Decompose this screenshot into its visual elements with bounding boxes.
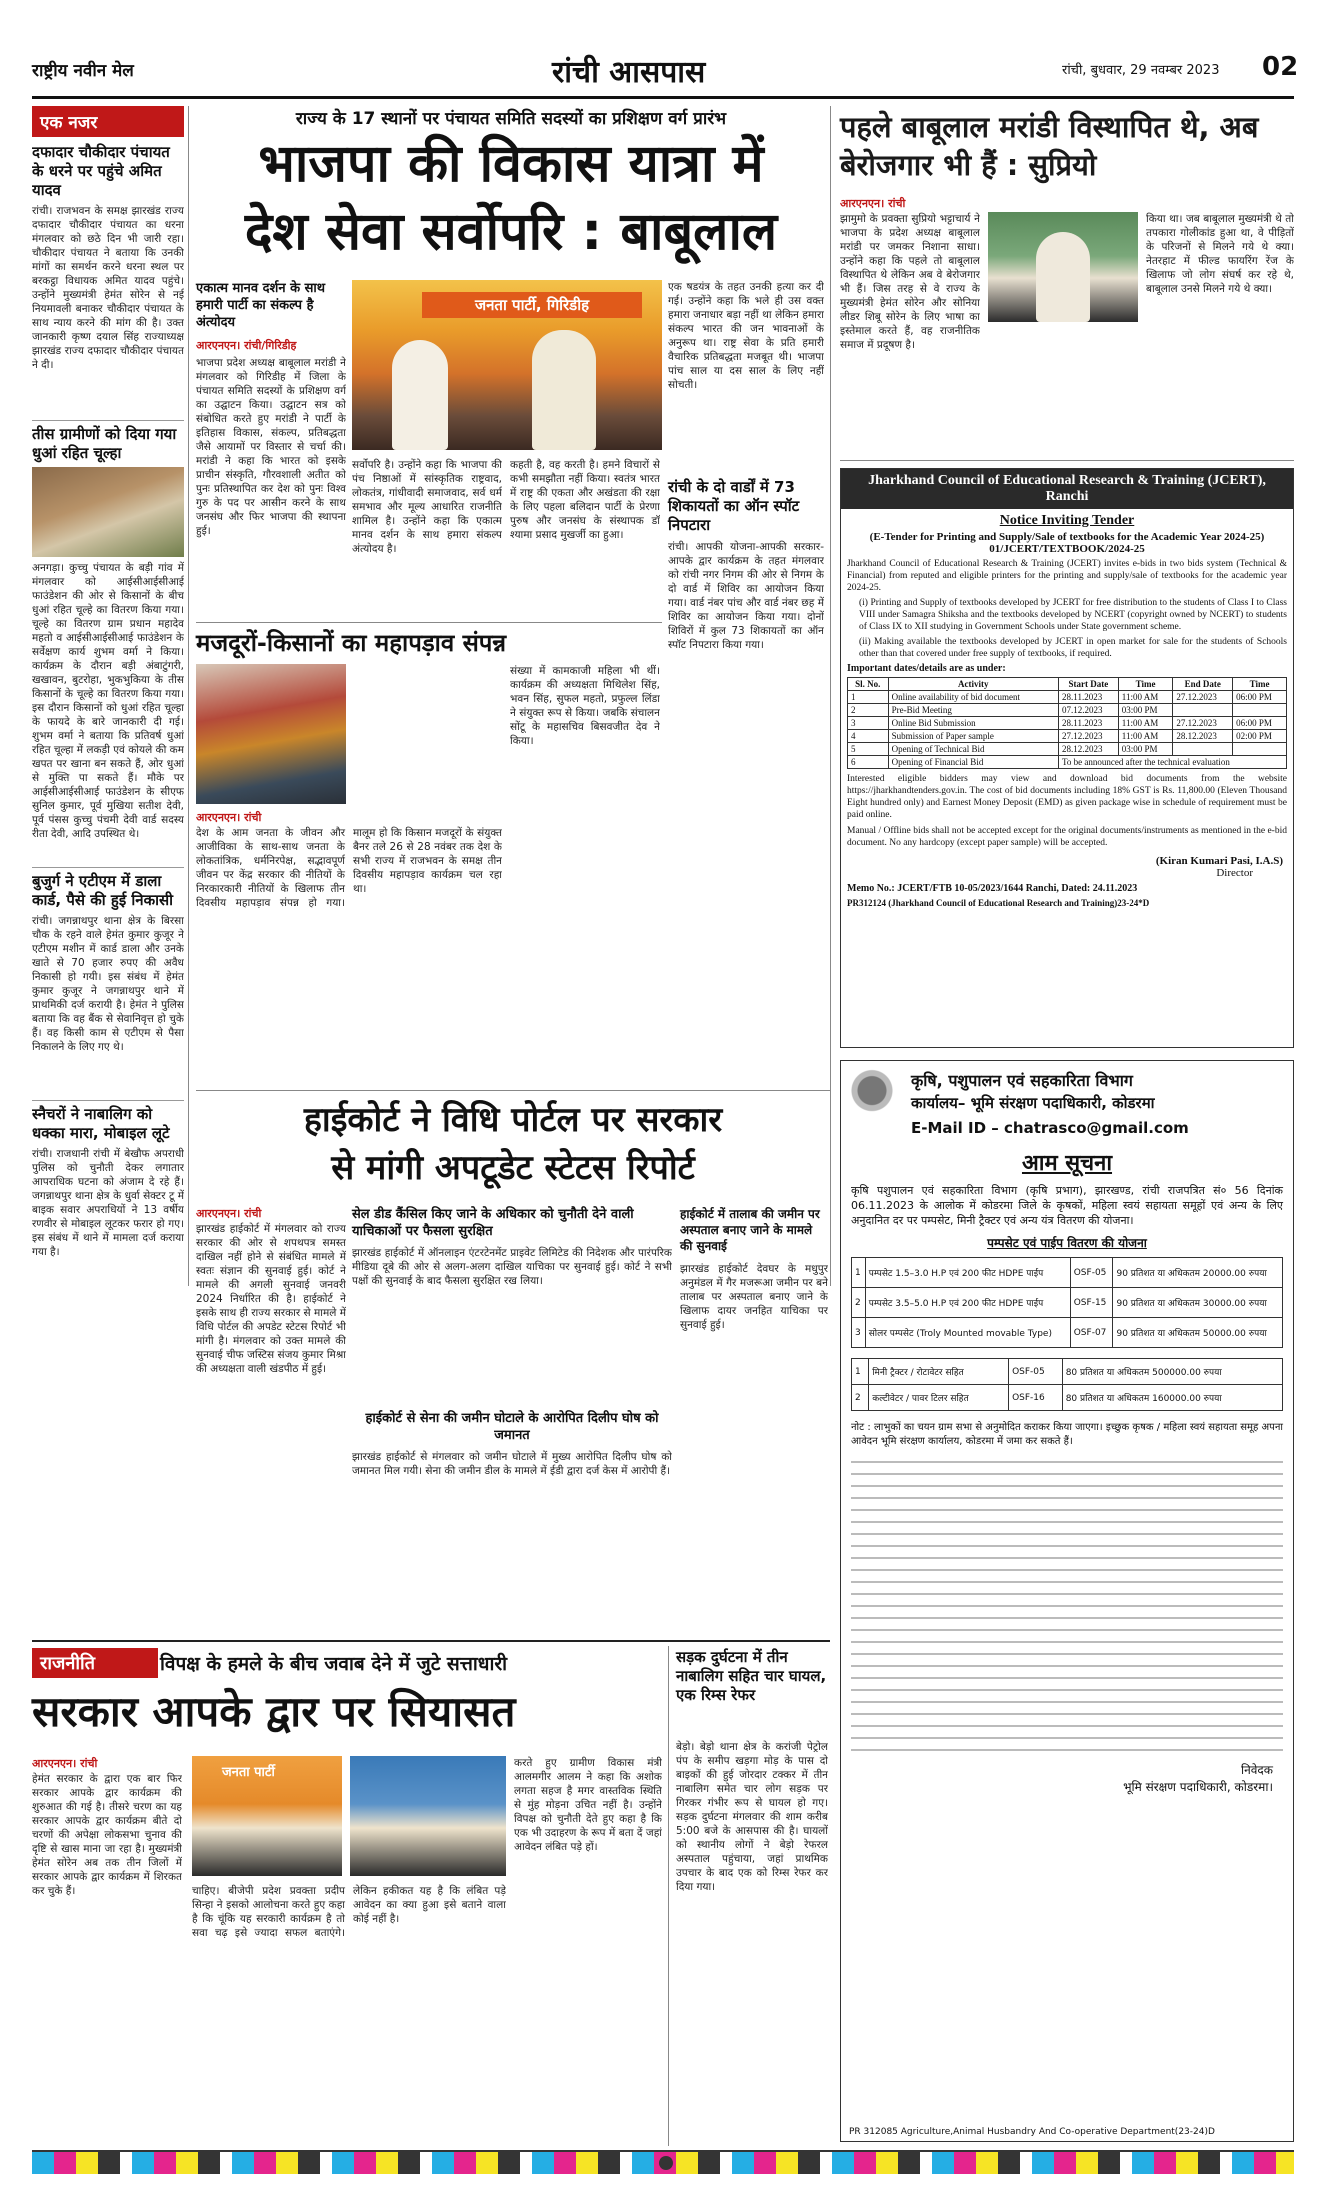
table-cell [1233, 704, 1287, 717]
babulal-stage-photo [352, 280, 662, 450]
supriyo-body2: किया था। जब बाबूलाल मुख्यमंत्री थे तो तपकारा गोलीकांड हुआ था, वे पीड़ितों के परिजनों से मिलने गये थे क्या। नेतरहाट में फील्ड फायरिंग रेंज के खिलाफ जो लोग संघर्ष कर रहे थे, बाबूलाल उनसे मिलने गये थे क्या। [1146, 213, 1294, 295]
jcert-dates-label: Important dates/details are as under: [847, 663, 1006, 674]
ek-nazar-item-title: दफादार चौकीदार पंचायत के धरने पर पहुंचे अमित यादव [32, 143, 170, 199]
supriyo-headline: पहले बाबूलाल मरांडी विस्थापित थे, अब बेरोजगार भी हैं : सुप्रियो [840, 110, 1259, 182]
highcourt-sub1-body: झारखंड हाईकोर्ट में ऑनलाइन एंटरटेनमेंट प्राइवेट लिमिटेड की निदेशक और पारंपरिक मीडिया दूबे की ओर से अलग-अलग दाखिल याचिका पर सुनवाई हुई। कोर्ट ने सभी पक्षों की सुनवाई के बाद फैसला सुरक्षित रख लिया। [352, 1247, 672, 1287]
krishi-office: कार्यालय– भूमि संरक्षण पदाधिकारी, कोडरमा [911, 1094, 1155, 1112]
ek-nazar-item-body: रांची। जगन्नाथपुर थाना क्षेत्र के बिरसा चौक के रहने वाले हेमंत कुमार कुजूर ने एटीएम मशीन में कार्ड डाला और उनके खाते से 70 हजार रुपए की अवैध निकासी हो गयी। इस संबंध में हेमंत कुमार कुजूर ने जगन्नाथपुर थाने में प्राथमिकी दर्ज करायी है। हेमंत ने पुलिस बताया कि वह बैंक से सेवानिवृत्त हो चुके हैं। वह किसी काम से एटीएम से पैसा निकालने के लिए गए थे। [32, 915, 184, 1053]
jcert-pr-number: PR312124 (Jharkhand Council of Educational Research and Training)23-24*D [847, 898, 1150, 908]
lead-body-col1: भाजपा प्रदेश अध्यक्ष बाबूलाल मरांडी ने मंगलवार को गिरिडीह में जिला के पंचायत समिति सदस्यों के प्रशिक्षण वर्ग का उद्घाटन किया। उद्घाटन सत्र को संबोधित करते हुए मरांडी ने पार्टी के इतिहास विकास, संकल्प, प्रतिबद्धता जैसे आयामों पर विस्तार से चर्चा की। मरांडी ने कहा कि भारत को इसके प्राचीन संस्कृति, गौरवशाली अतीत को पुनः प्रतिस्थापित कर देश को पुनः विश्व गुरु के पद पर आसीन करने के साथ जनसंघ और फिर भाजपा की स्थापना हुई। [196, 357, 346, 537]
rajneeti-body2: चाहिए। बीजेपी प्रदेश प्रवक्ता प्रदीप सिन्हा ने इसको आलोचना करते हुए कहा है कि चूंकि यह सरकारी कार्यक्रम है तो सवा चढ़ इसे ज्यादा सफल बताएंगे। लेकिन हकीकत यह है कि लंबित पड़े आवेदन का क्या हुआ इसे बताने वाला कोई नहीं है। [192, 1885, 506, 1939]
lead-headline-line1: भाजपा की विकास यात्रा में [258, 134, 764, 194]
table-cell: OSF-15 [1070, 1288, 1113, 1318]
jcert-notice-title: Notice Inviting Tender [999, 513, 1135, 528]
politician-photo-left [192, 1756, 342, 1876]
highcourt-sub3-body: झारखंड हाईकोर्ट देवघर के मधुपुर अनुमंडल में गैर मजरूआ जमीन पर बने तालाब पर अस्पताल बनाए जाने के खिलाफ दायर जनहित याचिका पर सुनवाई हुई। [680, 1263, 828, 1331]
table-cell: OSF-05 [1009, 1359, 1063, 1385]
table-row [848, 756, 1287, 769]
jcert-notice-sub: (E-Tender for Printing and Supply/Sale of textbooks for the Academic Year 2024-25) 01/JCERT/TEXTBOOK/2024-25 [869, 531, 1265, 555]
krishi-intro: कृषि पशुपालन एवं सहकारिता विभाग (कृषि प्रभाग), झारखण्ड, रांची राजपत्रित सं० 56 दिनांक 06.11.2023 के आलोक में कोडरमा जिले के कृषकों, महिला स्वयं सहायता समूहों एवं अन्य के लिए अनुदानित दर पर पम्पसेट, मिनी ट्रैक्टर एवं अन्य यंत्र वितरण की योजना। [851, 1184, 1283, 1227]
page-number: 02 [1262, 52, 1299, 82]
table-cell: 3 [852, 1318, 866, 1348]
party-banner: जनता पार्टी [222, 1765, 275, 1780]
krishi-notes-filler [851, 1455, 1283, 1755]
table-cell: 6 [848, 756, 889, 769]
table-cell: Online Bid Submission [888, 717, 1058, 730]
registration-mark-icon [659, 2156, 673, 2170]
table-cell: Pre-Bid Meeting [888, 704, 1058, 717]
table-cell: मिनी ट्रैक्टर / रोटावेटर सहित [869, 1359, 1009, 1385]
speaker-figure [392, 340, 448, 450]
ek-nazar-item-body: रांची। राजभवन के समक्ष झारखंड राज्य दफादार चौकीदार पंचायत का धरना मंगलवार को छठे दिन भी जारी रहा। चौकीदार पंचायत ने बताया कि उनकी मांगों का समर्थन करने धरना स्थल पर बरकट्ठा विधायक अमित यादव पहुंचे। उन्होंने मुख्यमंत्री हेमंत सोरेन से नई नियमावली बनाकर चौकीदार पंचायत के साथ न्याय करने की मांग की है। उक्त जानकारी कृष्ण दयाल सिंह राज्याध्यक्ष झारखंड राज्य दफादार चौकीदार पंचायत ने दी। [32, 205, 184, 371]
table-cell: 27.12.2023 [1173, 717, 1233, 730]
masthead-dateline: रांची, बुधवार, 29 नवम्बर 2023 [1062, 63, 1220, 78]
table-cell: 28.12.2023 [1059, 743, 1119, 756]
table-cell: Opening of Technical Bid [888, 743, 1058, 756]
table-cell: Online availability of bid document [888, 691, 1058, 704]
ek-nazar-item-body: रांची। राजधानी रांची में बेखौफ अपराधी पुलिस को चुनौती देकर लगातार आपराधिक घटना को अंजाम दे रहे हैं। जगन्नाथपुर थाना क्षेत्र के धुर्वा सेक्टर टू में बाइक सवार अपराधियों ने 13 वर्षीय रणवीर से मोबाइल लूटकर फरार हो गए। इस संबंध में थाने में मामला दर्ज कराया गया है। [32, 1148, 184, 1258]
table-cell: 90 प्रतिशत या अधिकतम 30000.00 रुपया [1113, 1288, 1283, 1318]
highcourt-headline-line2: से मांगी अपटूडेट स्टेटस रिपोर्ट [331, 1148, 695, 1188]
krishi-dept: कृषि, पशुपालन एवं सहकारिता विभाग [911, 1071, 1133, 1090]
lead-body-col3: कहती है, वह करती है। हमने विचारों से कभी समझौता नहीं किया। स्वतंत्र भारत में राष्ट्र की एकता और अखंडता की रक्षा के लिए पहला बलिदान पार्टी के प्रेरणा पुरुष और जनसंघ के संस्थापक डॉ श्यामा प्रसाद मुखर्जी का हुआ। [510, 459, 660, 541]
table-cell: 03:00 PM [1118, 743, 1173, 756]
krishi-pumpset-table [851, 1257, 1283, 1348]
speaker-figure [532, 330, 596, 450]
highcourt-byline: आरएनएन। रांची [196, 1207, 262, 1220]
table-cell: 1 [852, 1359, 869, 1385]
table-cell: OSF-07 [1070, 1318, 1113, 1348]
politician-photo-right [350, 1756, 506, 1876]
table-row [852, 1359, 1283, 1385]
table-header: Sl. No. [848, 678, 889, 691]
table-cell: 1 [852, 1258, 866, 1288]
table-cell: 27.12.2023 [1173, 691, 1233, 704]
table-cell: 07.12.2023 [1059, 704, 1119, 717]
rajneeti-kicker: विपक्ष के हमले के बीच जवाब देने में जुटे सत्ताधारी [160, 1653, 508, 1675]
lead-subhead: एकात्म मानव दर्शन के साथ हमारी पार्टी का संकल्प है अंत्योदय [196, 281, 326, 330]
table-cell: 28.11.2023 [1059, 717, 1119, 730]
table-cell: पम्पसेट 1.5–3.0 H.P एवं 200 फीट HDPE पाईप [865, 1258, 1070, 1288]
jcert-signer: (Kiran Kumari Pasi, I.A.S) [1155, 855, 1283, 867]
table-row [848, 743, 1287, 756]
jcert-memo: Memo No.: JCERT/FTB 10-05/2023/1644 Ranchi, Dated: 24.11.2023 [847, 883, 1138, 894]
table-cell: सोलर पम्पसेट (Troly Mounted movable Type) [865, 1318, 1070, 1348]
highcourt-headline-line1: हाईकोर्ट ने विधि पोर्टल पर सरकार [303, 1100, 723, 1140]
ek-nazar-label: एक नजर [32, 106, 184, 137]
table-cell: 2 [848, 704, 889, 717]
table-cell: 03:00 PM [1118, 704, 1173, 717]
accident-body: बेड़ो। बेड़ो थाना क्षेत्र के करांजी पेट्रोल पंप के समीप खड़गा मोड़ के पास दो बाइकों की हुई जोरदार टक्कर में तीन नाबालिग समेत चार लोग सड़क पर गिरकर गंभीर रूप से घायल हो गए। सड़क दुर्घटना मंगलवार की शाम करीब 5:00 बजे के आसपास की है। घायलों को स्थानीय लोगों ने बेड़ो रेफरल अस्पताल पहुंचाया, जहां प्राथमिक उपचार के बाद एक को रिम्स रेफर कर दिया गया। [676, 1741, 828, 1893]
table-cell: पम्पसेट 3.5–5.0 H.P एवं 200 फीट HDPE पाईप [865, 1288, 1070, 1318]
table-cell: 2 [852, 1385, 869, 1411]
table-cell: To be announced after the technical evaluation [1059, 756, 1287, 769]
table-header: Time [1118, 678, 1173, 691]
accident-headline: सड़क दुर्घटना में तीन नाबालिग सहित चार घायल, एक रिम्स रेफर [676, 1648, 827, 1704]
table-header: Time [1233, 678, 1287, 691]
masthead-section: रांची आसपास [552, 55, 706, 90]
ek-nazar-item-title: बुजुर्ग ने एटीएम में डाला कार्ड, पैसे की हुई निकासी [32, 867, 184, 910]
table-row [848, 691, 1287, 704]
ward-camp-headline: रांची के दो वार्डों में 73 शिकायतों का ऑन स्पॉट निपटारा [668, 478, 800, 534]
table-cell: 11:00 AM [1118, 730, 1173, 743]
rajneeti-label: राजनीति [32, 1648, 158, 1678]
table-row [852, 1288, 1283, 1318]
table-cell: 11:00 AM [1118, 691, 1173, 704]
table-row [852, 1385, 1283, 1411]
krishi-notice-ad [840, 1060, 1294, 2142]
jcert-point1: (i) Printing and Supply of textbooks developed by JCERT for free distribution to the students of Class I to Class VIII under Samagra Shiksha and the textbooks developed by NCERT (copyright owned by NCERT) to students of Class IX to XII studying in Government Schools under State government scheme. [859, 598, 1287, 632]
lead-byline: आरएनएन। रांची/गिरिडीह [196, 339, 297, 352]
highcourt-body: झारखंड हाईकोर्ट में मंगलवार को राज्य सरकार की ओर से शपथपत्र समस्त दाखिल नहीं होने से संबंधित मामले में स्वतः संज्ञान की सुनवाई हुई। कोर्ट ने मामले की अगली सुनवाई जनवरी 2024 निर्धारित की है। हाईकोर्ट ने इसके साथ ही राज्य सरकार से मामले में विधि पोर्टल की अपडेट स्टेटस रिपोर्ट भी मांगी है। मंगलवार को उक्त मामले की सुनवाई चीफ जस्टिस संजय कुमार मिश्रा की अध्यक्षता वाली खंडपीठ में हुई। [196, 1223, 346, 1375]
krishi-notice-title: आम सूचना [1021, 1151, 1113, 1176]
table-cell: 28.11.2023 [1059, 691, 1119, 704]
table-row [848, 717, 1287, 730]
rally-crowd-photo [196, 664, 346, 804]
table-cell: 4 [848, 730, 889, 743]
lead-kicker: राज्य के 17 स्थानों पर पंचायत समिति सदस्यों का प्रशिक्षण वर्ग प्रारंभ [295, 109, 727, 129]
ek-nazar-item-title: स्नैचरों ने नाबालिग को धक्का मारा, मोबाइल लूटे [32, 1100, 184, 1143]
table-cell: 90 प्रतिशत या अधिकतम 50000.00 रुपया [1113, 1318, 1283, 1348]
supriyo-byline: आरएनएन। रांची [840, 197, 906, 210]
table-cell [1233, 743, 1287, 756]
masthead [32, 50, 1299, 99]
table-header: Activity [888, 678, 1058, 691]
jcert-signer-title: Director [1216, 867, 1253, 879]
table-cell: OSF-05 [1070, 1258, 1113, 1288]
jcert-footer2: Manual / Offline bids shall not be accepted except for the original documents/instruments as mentioned in the e-bid document. No any hardcopy (except paper sample) will be accepted. [847, 826, 1287, 848]
table-row [852, 1258, 1283, 1288]
table-header: Start Date [1059, 678, 1119, 691]
jcert-footer: Interested eligible bidders may view and download bid documents from the website https://jharkhandtenders.gov.in. The cost of bid documents including 18% GST is Rs. 11,800.00 (Eleven Thousand Eight hundred only) and Earnest Money Deposit (EMD) as given package wise in schedule of requirement must be paid online. [847, 774, 1287, 820]
lead-body-col2: सर्वोपरि है। उन्होंने कहा कि भाजपा की पंच निष्ठाओं में सांस्कृतिक राष्ट्रवाद, लोकतंत्र, गांधीवादी समाजवाद, सर्व धर्म समभाव और मूल्य आधारित राजनीति शामिल है। उन्होंने कहा कि एकात्म मानव दर्शन के साथ हमारा संकल्प अंत्योदय है। [352, 459, 502, 555]
ek-nazar-column [32, 106, 184, 1286]
ward-camp-body: रांची। आपकी योजना-आपकी सरकार-आपके द्वार कार्यक्रम के तहत मंगलवार को रांची नगर निगम की ओर से निगम के दो वार्ड में शिविर का आयोजन किया गया। वार्ड नंबर पांच और वार्ड नंबर छह में शिविर का आयोजन किया गया। दोनों शिविरों में कुल 73 शिकायतों का ऑन स्पॉट निपटारा किया गया। [668, 541, 824, 651]
table-cell: 06:00 PM [1233, 717, 1287, 730]
table-cell: 28.12.2023 [1173, 730, 1233, 743]
mahapadav-byline: आरएनएन। रांची [196, 811, 262, 824]
rajneeti-body: हेमंत सरकार के द्वारा एक बार फिर सरकार आपके द्वार कार्यक्रम की शुरुआत की गई है। तीसरे चरण का यह सरकार आपके द्वार कार्यक्रम बीते दो चरणों की अपेक्षा लोकसभा चुनाव की दृष्टि से खास माना जा रहा है। मुख्यमंत्री हेमंत सोरेन अब तक तीन जिलों में सरकार आपके द्वार कार्यक्रम में शिरकत कर चुके हैं। [32, 1773, 182, 1897]
jcert-intro: Jharkhand Council of Educational Research & Training (JCERT) invites e-bids in two bids system (Technical & Financial) from reputed and eligible printers for the printing and supply/sale of textbooks for the academic year 2024-25. [847, 559, 1287, 593]
table-cell: 1 [848, 691, 889, 704]
masthead-brand: राष्ट्रीय नवीन मेल [32, 61, 134, 81]
mahapadav-body: देश के आम जनता के जीवन और आजीविका के साथ-साथ जनता के लोकतांत्रिक, धर्मनिरपेक्ष, सद्भावपूर्ण जीवन पर केंद्र सरकार की नीतियों के निरकारकारी नीतियों के खिलाफ तीन दिवसीय महापड़ाव संपन्न हो गया। मालूम हो कि किसान मजदूरों के संयुक्त बैनर तले 26 से 28 नवंबर तक देश के सभी राज्य में राजभवन के समक्ष तीन दिवसीय महापड़ाव कार्यक्रम चल रहा था। [196, 827, 502, 909]
table-header: End Date [1173, 678, 1233, 691]
lead-headline-line2: देश सेवा सर्वोपरि : बाबूलाल [244, 202, 778, 262]
rajneeti-body3: करते हुए ग्रामीण विकास मंत्री आलमगीर आलम ने कहा कि अशोक लगता सहज है मगर वास्तविक स्थिति से मुंह मोड़ना उचित नहीं है। उन्होंने विपक्ष को चुनौती देते हुए कहा है कि एक भी उदाहरण के रूप में बता दें जहां आवेदन लंबित पड़े हों। [514, 1757, 662, 1853]
table-header-row [848, 678, 1287, 691]
highcourt-sub3: हाईकोर्ट में तालाब की जमीन पर अस्पताल बनाए जाने के मामले की सुनवाई [680, 1207, 820, 1253]
krishi-signer: निवेदक [1240, 1763, 1273, 1777]
highcourt-sub1: सेल डीड कैंसिल किए जाने के अधिकार को चुनौती देने वाली याचिकाओं पर फैसला सुरक्षित [352, 1207, 634, 1239]
table-cell: 2 [852, 1288, 866, 1318]
table-cell: 90 प्रतिशत या अधिकतम 20000.00 रुपया [1113, 1258, 1283, 1288]
krishi-tractor-table [851, 1358, 1283, 1411]
jcert-point2: (ii) Making available the textbooks developed by JCERT in open market for sale for the students of Schools other than that covered under free supply of textbooks, if required. [859, 637, 1287, 659]
highcourt-sub2: हाईकोर्ट से सेना की जमीन घोटाले के आरोपित दिलीप घोष को जमानत [365, 1411, 659, 1443]
table-cell: 11:00 AM [1118, 717, 1173, 730]
mahapadav-body2: संख्या में कामकाजी महिला भी थीं। कार्यक्रम की अध्यक्षता मिथिलेश सिंह, भवन सिंह, सुफल महतो, प्रफुल्ल लिंडा ने संयुक्त रूप से किया। जबकि संचालन सोंटू के महासचिव बिसवजीत देव ने किया। [510, 665, 660, 747]
table-cell: 02:00 PM [1233, 730, 1287, 743]
table-row [848, 704, 1287, 717]
lead-right-body: एक षडयंत्र के तहत उनकी हत्या कर दी गई। उन्होंने कहा कि भले ही उस वक्त हमारा जनाधार बड़ा नहीं था लेकिन हमारा संकल्प भारत की जन भावनाओं के अनुरूप था। राष्ट्र सेवा के प्रति हमारी वैचारिक प्रतिबद्धता मजबूत थी। भाजपा पांच साल या दस साल के लिए नहीं सोचती। [668, 281, 824, 391]
highcourt-sub2-body: झारखंड हाईकोर्ट से मंगलवार को जमीन घोटाले में मुख्य आरोपित दिलीप घोष को जमानत मिल गयी। सेना की जमीन डील के मामले में ईडी द्वारा दर्ज केस में आरोपी हैं। [352, 1451, 672, 1477]
krishi-notes: नोट : लाभुकों का चयन ग्राम सभा से अनुमोदित कराकर किया जाएगा। इच्छुक कृषक / महिला स्वयं सहायता समूह अपना आवेदन भूमि संरक्षण कार्यालय, कोडरमा में जमा कर सकते हैं। [851, 1422, 1283, 1447]
supriyo-photo [988, 212, 1138, 322]
table-cell: Opening of Financial Bid [888, 756, 1058, 769]
table-cell: 27.12.2023 [1059, 730, 1119, 743]
chulha-distribution-photo [32, 467, 184, 557]
jcert-tender-ad [840, 468, 1294, 1048]
krishi-signer-title: भूमि संरक्षण पदाधिकारी, कोडरमा। [1123, 1780, 1273, 1794]
table-cell: कल्टीवेटर / पावर टिलर सहित [869, 1385, 1009, 1411]
table-cell: Submission of Paper sample [888, 730, 1058, 743]
table-cell [1173, 704, 1233, 717]
table-cell: 5 [848, 743, 889, 756]
rajneeti-byline: आरएनएन। रांची [32, 1757, 98, 1770]
table-row [852, 1318, 1283, 1348]
stage-banner: जनता पार्टी, गिरिडीह [422, 292, 642, 318]
jcert-org: Jharkhand Council of Educational Research & Training (JCERT), Ranchi [841, 469, 1293, 509]
jcert-dates-table [847, 677, 1287, 769]
govt-emblem-icon [851, 1069, 893, 1123]
print-registration-strip [32, 2150, 1294, 2174]
table-cell: 06:00 PM [1233, 691, 1287, 704]
krishi-pr-number: PR 312085 Agriculture,Animal Husbandry And Co-operative Department(23-24)D [849, 2127, 1215, 2137]
ek-nazar-item-title: तीस ग्रामीणों को दिया गया धुआं रहित चूल्हा [32, 420, 184, 463]
table-row [848, 730, 1287, 743]
krishi-email: E-Mail ID – chatrasco@gmail.com [911, 1119, 1189, 1137]
table-cell: 80 प्रतिशत या अधिकतम 160000.00 रुपया [1062, 1385, 1282, 1411]
supriyo-body: झामुमो के प्रवक्ता सुप्रियो भट्टाचार्य ने भाजपा के प्रदेश अध्यक्ष बाबूलाल मरांडी पर जमकर निशाना साधा। उन्होंने कहा कि पहले तो बाबूलाल विस्थापित थे लेकिन अब वे बेरोजगार भी हैं। जिस तरह से वे राज्य के मुख्यमंत्री हेमंत सोरेन और सोनिया लीडर शिबू सोरेन के लिए भाषा का इस्तेमाल करते हैं, वह राजनीतिक समाज में प्रदूषण है। [840, 213, 980, 351]
krishi-subhead: पम्पसेट एवं पाईप वितरण की योजना [987, 1236, 1147, 1250]
rajneeti-headline: सरकार आपके द्वार पर सियासत [32, 1687, 516, 1736]
ek-nazar-item-body: अनगड़ा। कुच्चु पंचायत के बड़ी गांव में मंगलवार को आईसीआईसीआई फाउंडेशन की ओर से किसानों के बीच धुआं रहित चूल्हे का वितरण किया गया। चूल्हे का वितरण ग्राम प्रधान महादेव महतो व आईसीआईसीआई फाउंडेशन के सर्वेक्षण कार्य शुभम वर्मा ने किया। कार्यक्रम के दौरान बड़ी अंबाटुंगरी, खखावन, बुटरोहा, भुकभुकिया के तीस किसानों के चूल्हे का वितरण किया गया। इस दौरान किसानों को धुआं रहित चूल्हा के फायदे के बारे जानकारी दी गई। शुभम वर्मा ने बताया कि प्रतिवर्ष धुआं रहित चूल्हा में लकड़ी एवं कोयले की कम खपत पर खाना बन सकते हैं, ओर धुआं से मुक्ति पा सकते हैं। मौके पर आईसीआईसीआई फाउंडेशन के सीएफ सुनिल कुमार, पूर्व मुखिया सतीश देवी, पूर्व पंसस कुच्चु पंचमी देवी वार्ड सदस्य रीता देवी, आदि उपस्थित थे। [32, 562, 184, 840]
table-cell [1173, 743, 1233, 756]
mahapadav-headline: मजदूरों-किसानों का महापड़ाव संपन्न [196, 629, 507, 657]
table-cell: OSF-16 [1009, 1385, 1063, 1411]
table-cell: 3 [848, 717, 889, 730]
table-cell: 80 प्रतिशत या अधिकतम 500000.00 रुपया [1062, 1359, 1282, 1385]
